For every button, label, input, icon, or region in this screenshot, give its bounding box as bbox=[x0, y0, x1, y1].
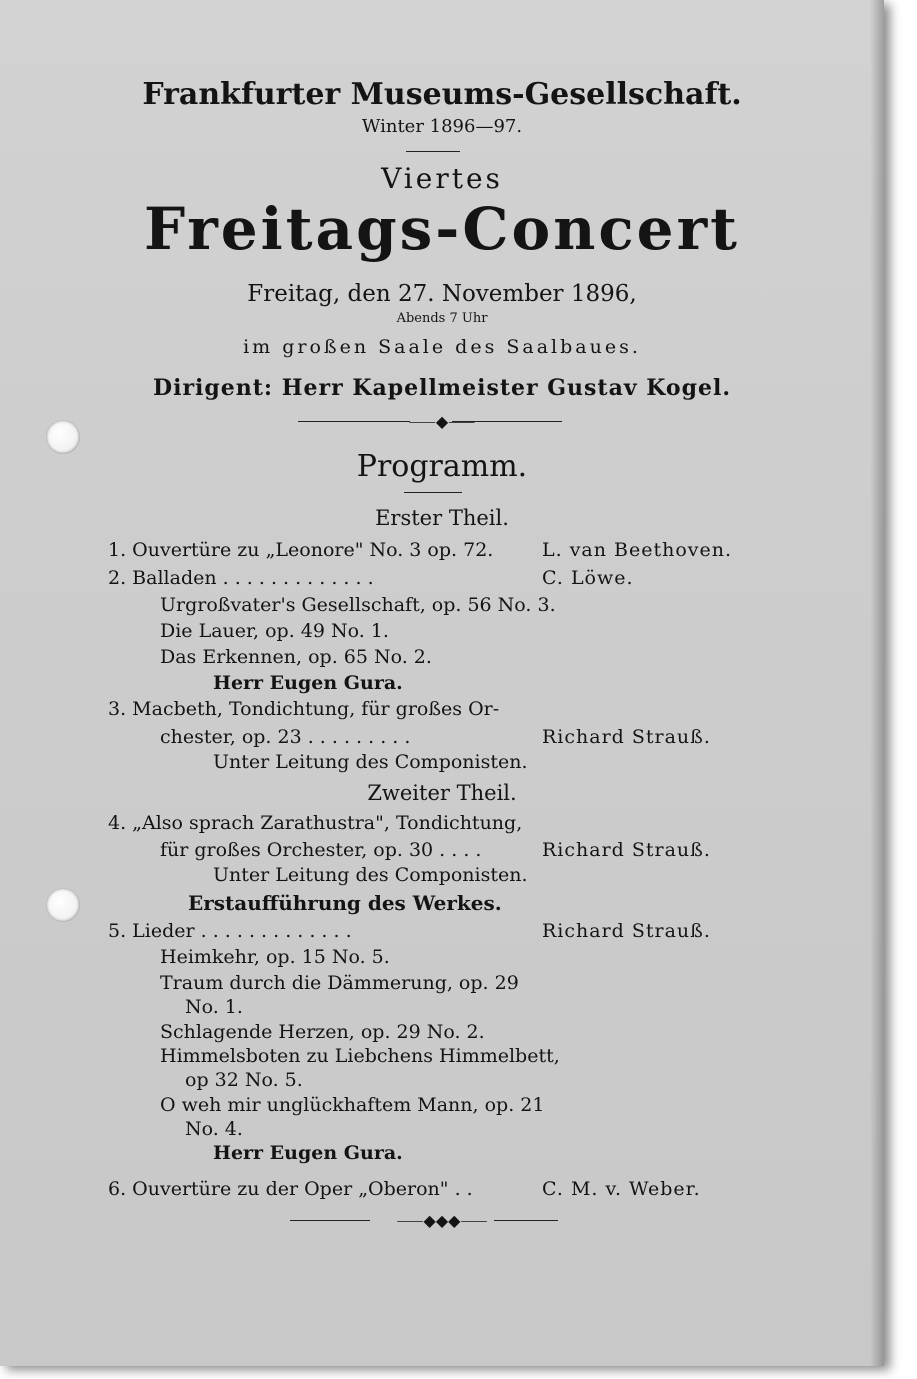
song-title: Schlagende Herzen, op. 29 No. 2. bbox=[160, 1021, 485, 1043]
composer: Richard Strauß. bbox=[542, 920, 711, 942]
part-heading: Erster Theil. bbox=[375, 506, 509, 530]
song-title-continued: No. 1. bbox=[185, 996, 243, 1018]
song-title: Himmelsboten zu Liebchens Himmelbett, bbox=[160, 1045, 560, 1067]
composer: C. Löwe. bbox=[542, 567, 634, 589]
conducting-note: Unter Leitung des Componisten. bbox=[213, 751, 528, 773]
ornament-rule-right bbox=[452, 421, 562, 422]
divider bbox=[404, 492, 462, 493]
program-item: 5. Lieder . . . . . . . . . . . . . bbox=[108, 920, 352, 942]
song-title: Urgroßvater's Gesellschaft, op. 56 No. 3. bbox=[160, 594, 556, 616]
conductor: Dirigent: Herr Kapellmeister Gustav Kogel. bbox=[153, 375, 731, 401]
conducting-note: Unter Leitung des Componisten. bbox=[213, 864, 528, 886]
song-title-continued: No. 4. bbox=[185, 1118, 243, 1140]
performer: Herr Eugen Gura. bbox=[213, 1142, 403, 1164]
part-heading: Zweiter Theil. bbox=[367, 781, 517, 805]
concert-number: Viertes bbox=[381, 162, 503, 195]
song-title: O weh mir unglückhaftem Mann, op. 21 bbox=[160, 1094, 545, 1116]
program-item: 1. Ouvertüre zu „Leonore" No. 3 op. 72. bbox=[108, 539, 494, 561]
society-name: Frankfurter Museums-Gesellschaft. bbox=[142, 77, 742, 112]
composer: C. M. v. Weber. bbox=[542, 1178, 701, 1200]
song-title: Die Lauer, op. 49 No. 1. bbox=[160, 620, 389, 642]
concert-title: Freitags-Concert bbox=[144, 195, 740, 263]
composer: Richard Strauß. bbox=[542, 726, 711, 748]
program-item-continued: für großes Orchester, op. 30 . . . . bbox=[160, 839, 482, 861]
composer: Richard Strauß. bbox=[542, 839, 711, 861]
concert-venue: im großen Saale des Saalbaues. bbox=[243, 336, 641, 358]
performer: Herr Eugen Gura. bbox=[213, 672, 403, 694]
premiere-note: Erstaufführung des Werkes. bbox=[188, 891, 502, 915]
concert-date: Freitag, den 27. November 1896, bbox=[247, 281, 637, 307]
ornament-icon: ⸺◆◆◆⸺ bbox=[396, 1211, 488, 1230]
song-title: Das Erkennen, op. 65 No. 2. bbox=[160, 646, 432, 668]
program-heading: Programm. bbox=[356, 449, 528, 484]
ornament-rule-right bbox=[494, 1220, 558, 1221]
program-item: 4. „Also sprach Zarathustra", Tondichtung, bbox=[108, 812, 523, 834]
divider bbox=[406, 151, 460, 152]
concert-time: Abends 7 Uhr bbox=[396, 311, 488, 326]
punch-hole bbox=[46, 888, 80, 922]
program-item: 3. Macbeth, Tondichtung, für großes Or- bbox=[108, 698, 500, 720]
composer: L. van Beethoven. bbox=[542, 539, 733, 561]
program-item-continued: chester, op. 23 . . . . . . . . . bbox=[160, 726, 411, 748]
song-title: Heimkehr, op. 15 No. 5. bbox=[160, 946, 390, 968]
season: Winter 1896—97. bbox=[361, 116, 523, 137]
song-title: Traum durch die Dämmerung, op. 29 bbox=[160, 972, 519, 994]
song-title-continued: op 32 No. 5. bbox=[185, 1069, 303, 1091]
program-item: 2. Balladen . . . . . . . . . . . . . bbox=[108, 567, 374, 589]
ornament-icon: ⸺◆⸺ bbox=[408, 412, 476, 431]
program-item: 6. Ouvertüre zu der Oper „Oberon" . . bbox=[108, 1178, 473, 1200]
